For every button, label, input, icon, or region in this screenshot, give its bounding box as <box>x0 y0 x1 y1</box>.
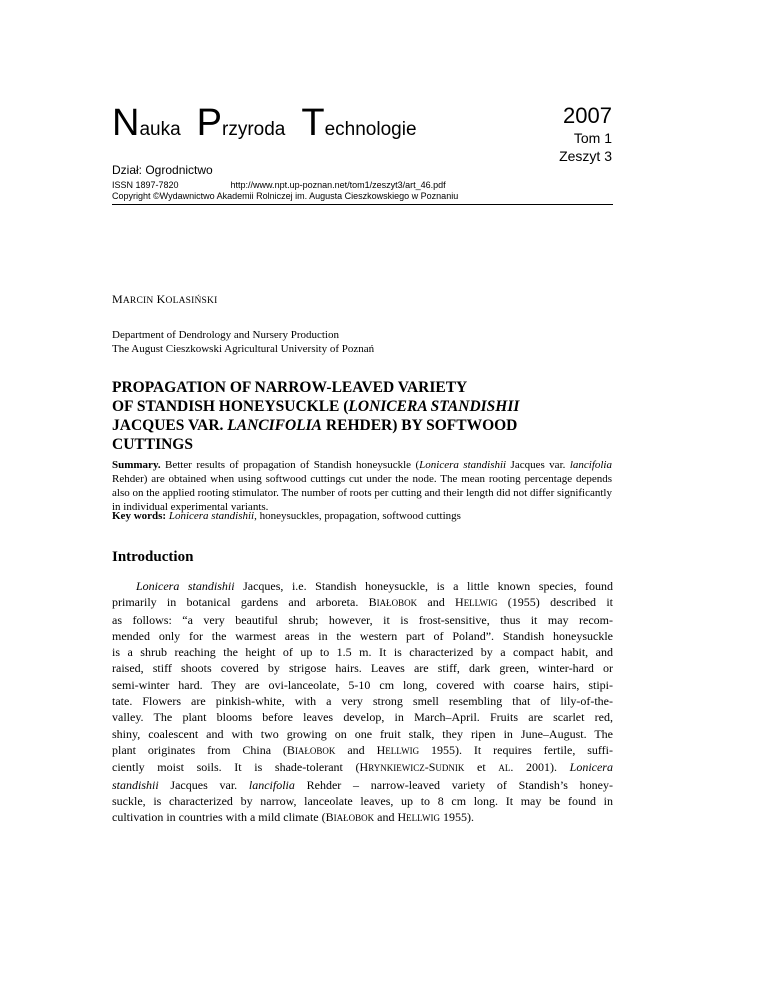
keywords: Key words: Lonicera standishii, honeysuckles, propagation, softwood cuttings <box>112 510 461 522</box>
intro-line: suckle, is characterized by narrow, lanceolate leaves, up to 8 cm long. It may be found in <box>112 793 613 808</box>
issn: ISSN 1897-7820 <box>112 180 179 190</box>
issue-number: Zeszyt 3 <box>559 148 612 164</box>
intro-line: primarily in botanical gardens and arboreta. BIAŁOBOK and HELLWIG (1955) described it <box>112 595 614 610</box>
copyright: Copyright ©Wydawnictwo Akademii Rolniczej im. Augusta Cieszkowskiego w Poznaniu <box>112 191 459 201</box>
intro-line: valley. The plant blooms before leaves develop, in March–April. Fruits are scarlet red, <box>112 710 613 725</box>
journal-initial-p: P <box>196 102 223 144</box>
introduction-paragraph <box>112 578 613 826</box>
intro-line: mended only for the warmest areas in the western part of Poland”. Standish honeysuckle <box>112 628 613 643</box>
journal-title <box>112 104 417 142</box>
intro-line: plant originates from China (BIAŁOBOK and HELLWIG 1955). It requires fertile, suffi- <box>112 742 613 757</box>
article-url[interactable]: http://www.npt.up-poznan.net/tom1/zeszyt3/art_46.pdf <box>230 180 446 190</box>
journal-word-nauka: auka <box>139 119 181 140</box>
intro-line: raised, stiff shoots covered by strigose hairs. Leaves are stiff, dark green, winter-hard or <box>112 661 613 676</box>
publication-meta <box>112 180 458 202</box>
affiliation-line-1: Department of Dendrology and Nursery Production <box>112 329 339 341</box>
summary-paragraph: Summary. Better results of propagation of Standish honeysuckle (Lonicera standishii Jacques var. lancifolia Rehder) are obtained when using softwood cuttings cut under the node. The mean rooting percentage depends also on the applied rooting stimulator. The number of roots per cutting and their length did not differ significantly in individual experimental variants. <box>112 459 612 513</box>
keywords-label: Key words: <box>112 510 167 522</box>
summary-label: Summary. <box>112 459 161 471</box>
journal-word-przyroda: rzyroda <box>222 119 286 140</box>
author-name: MARCIN KOLASIŃSKI <box>112 292 218 306</box>
header-divider <box>112 204 613 205</box>
title-line-4: CUTTINGS <box>112 436 193 453</box>
journal-initial-n: N <box>112 102 140 144</box>
intro-line: Lonicera standishii Jacques, i.e. Standish honeysuckle, is a little known species, found <box>136 579 613 593</box>
journal-initial-t: T <box>301 102 325 144</box>
author-affiliation <box>112 328 374 356</box>
intro-line: tate. Flowers are pinkish-white, with a very strong smell resembling that of lily-of-the- <box>112 694 613 709</box>
title-line-1: PROPAGATION OF NARROW-LEAVED VARIETY <box>112 379 468 396</box>
intro-line: as follows: “a very beautiful shrub; however, it is frost-sensitive, thus it may recom- <box>112 612 613 627</box>
intro-line: ciently moist soils. It is shade-tolerant (HRYNKIEWICZ-SUDNIK et AL. 2001). Lonicera <box>112 760 613 775</box>
article-title <box>112 378 632 454</box>
issue-year: 2007 <box>563 103 612 128</box>
section-heading-introduction: Introduction <box>112 549 194 565</box>
title-line-2: OF STANDISH HONEYSUCKLE (LONICERA STANDISHII <box>112 398 520 415</box>
issue-info <box>512 103 612 165</box>
intro-line: semi-winter hard. They are ovi-lanceolate, 5-10 cm long, covered with coarse hairs, stipi- <box>112 677 613 692</box>
title-line-3: JACQUES VAR. LANCIFOLIA REHDER) BY SOFTWOOD <box>112 417 518 434</box>
journal-word-technologie: echnologie <box>324 119 417 140</box>
intro-line: standishii Jacques var. lancifolia Rehder – narrow-leaved variety of Standish’s honey- <box>112 777 613 792</box>
intro-line: cultivation in countries with a mild climate (BIAŁOBOK and HELLWIG 1955). <box>112 810 474 825</box>
intro-line: is a shrub reaching the height of up to 1.5 m. It is characterized by a compact habit, and <box>112 645 613 660</box>
section-label: Dział: Ogrodnictwo <box>112 163 213 177</box>
intro-line: shiny, coalescent and with two growing on one fruit stalk, they ripen in June–August. The <box>112 726 613 741</box>
affiliation-line-2: The August Cieszkowski Agricultural University of Poznań <box>112 343 375 355</box>
issue-volume: Tom 1 <box>573 130 612 146</box>
